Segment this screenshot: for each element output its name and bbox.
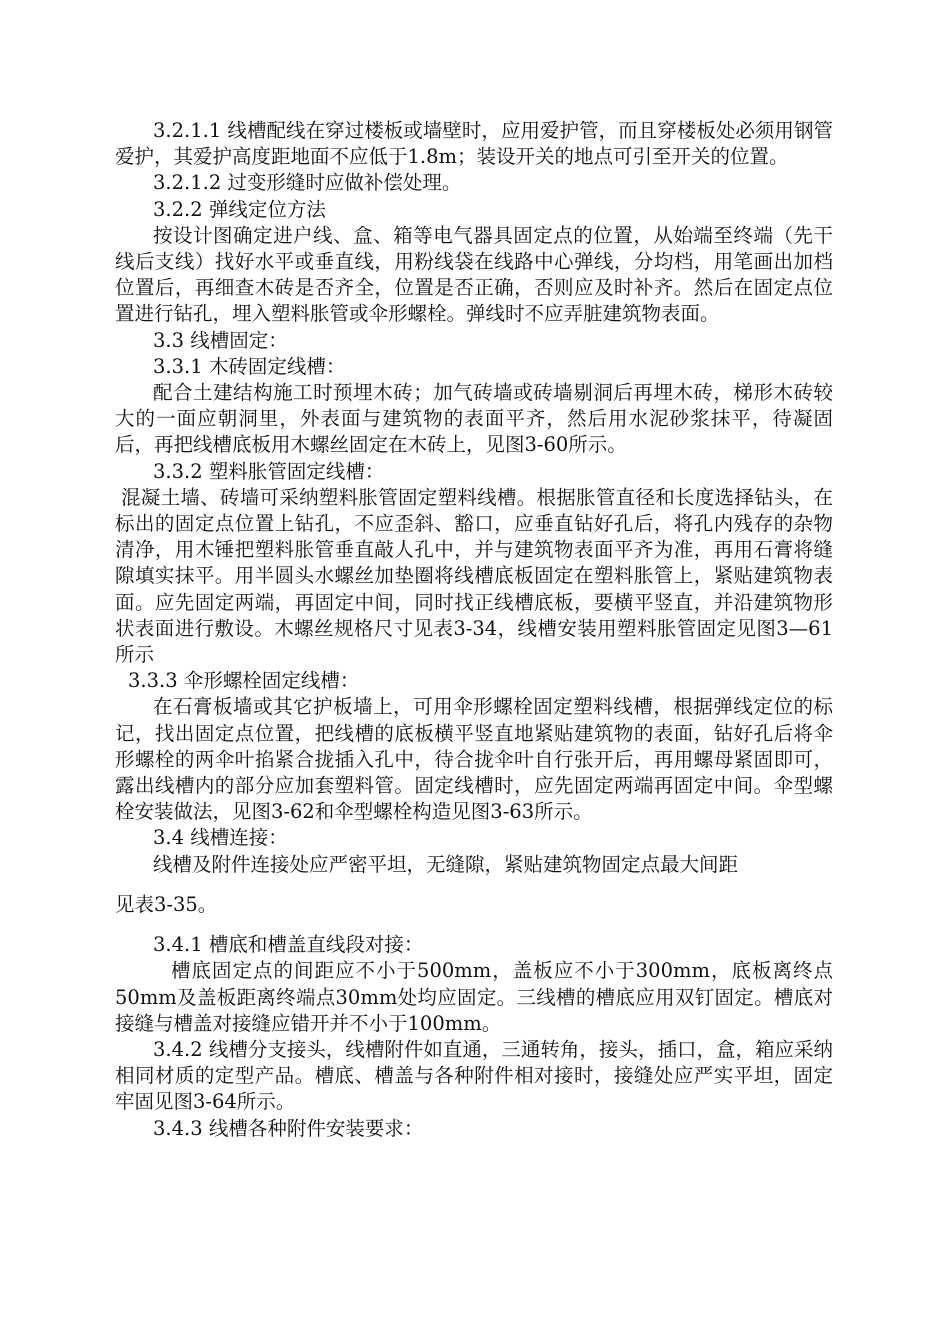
paragraph-plastic-anchor: 混凝土墙、砖墙可采纳塑料胀管固定塑料线槽。根据胀管直径和长度选择钻头，在标出的固定点位置上钻孔，不应歪斜、豁口，应垂直钻好孔后，将孔内残存的杂物清净，用木锤把塑料胀管垂直敲人孔中，并与建筑物表面平齐为准，再用石膏将缝隙填实抹平。用半圆头水螺丝加垫圈将线槽底板固定在塑料胀管上，紧贴建筑物表面。应先固定两端，再固定中间，同时找正线槽底板，要横平竖直，并沿建筑物形状表面进行敷设。木螺丝规格尺寸见表3-34，线槽安装用塑料胀管固定见图3—61所示 — [115, 485, 833, 667]
paragraph-3-4-2: 3.4.2 线槽分支接头，线槽附件如直通，三通转角，接头，插口，盒，箱应采纳相同材质的定型产品。槽底、槽盖与各种附件相对接时，接缝处应严实平坦，固定牢固见图3-64所示。 — [115, 1037, 833, 1114]
heading-3-2-2: 3.2.2 弹线定位方法 — [153, 197, 326, 221]
heading-3-3-3: 3.3.3 伞形螺栓固定线槽： — [128, 669, 360, 693]
paragraph-3-2-1-2: 3.2.1.2 过变形缝时应做补偿处理。 — [153, 171, 462, 195]
heading-3-3-2: 3.3.2 塑料胀管固定线槽： — [153, 459, 385, 483]
heading-3-4-1: 3.4.1 槽底和槽盖直线段对接： — [153, 933, 424, 957]
paragraph-wood-brick: 配合土建结构施工时预埋木砖；加气砖墙或砖墙剔洞后再埋木砖，梯形木砖较大的一面应朝洞里，外表面与建筑物的表面平齐，然后用水泥砂浆抹平，待凝固后，再把线槽底板用木螺丝固定在木砖上，见图3-60所示。 — [115, 381, 833, 457]
heading-3-4: 3.4 线槽连接： — [153, 826, 288, 850]
paragraph-see-table: 见表3-35。 — [115, 892, 218, 916]
paragraph-butt-joint: 槽底固定点的间距应不小于500mm，盖板应不小于300mm，底板离终点50mm及盖板距离终端点30mm处均应固定。三线槽的槽底应用双钉固定。槽底对接缝与槽盖对接缝应错开并不小于100mm。 — [115, 959, 833, 1035]
heading-3-4-3: 3.4.3 线槽各种附件安装要求： — [153, 1116, 424, 1140]
paragraph-umbrella-bolt: 在石膏板墙或其它护板墙上，可用伞形螺栓固定塑料线槽，根据弹线定位的标记，找出固定点位置，把线槽的底板横平竖直地紧贴建筑物的表面，钻好孔后将伞形螺栓的两伞叶掐紧合拢插入孔中，待合拢伞叶自行张开后，再用螺母紧固即可，露出线槽内的部分应加套塑料管。固定线槽时，应先固定两端再固定中间。伞型螺栓安装做法，见图3-62和伞型螺栓构造见图3-63所示。 — [115, 695, 833, 824]
heading-3-3: 3.3 线槽固定： — [153, 328, 288, 352]
document-body — [115, 118, 833, 1142]
paragraph-connection: 线槽及附件连接处应严密平坦，无缝隙，紧贴建筑物固定点最大间距 — [153, 852, 739, 876]
paragraph-snapline-method: 按设计图确定进户线、盒、箱等电气器具固定点的位置，从始端至终端（先干线后支线）找好水平或垂直线，用粉线袋在线路中心弹线，分均档，用笔画出加档位置后，再细查木砖是否齐全，位置是否正确，否则应及时补齐。然后在固定点位置进行钻孔，埋入塑料胀管或伞形螺栓。弹线时不应弄脏建筑物表面。 — [115, 223, 833, 326]
paragraph-3-2-1-1: 3.2.1.1 线槽配线在穿过楼板或墙壁时，应用爱护管，而且穿楼板处必须用钢管爱护，其爱护高度距地面不应低于1.8m；装设开关的地点可引至开关的位置。 — [115, 119, 833, 169]
heading-3-3-1: 3.3.1 木砖固定线槽： — [153, 354, 346, 378]
